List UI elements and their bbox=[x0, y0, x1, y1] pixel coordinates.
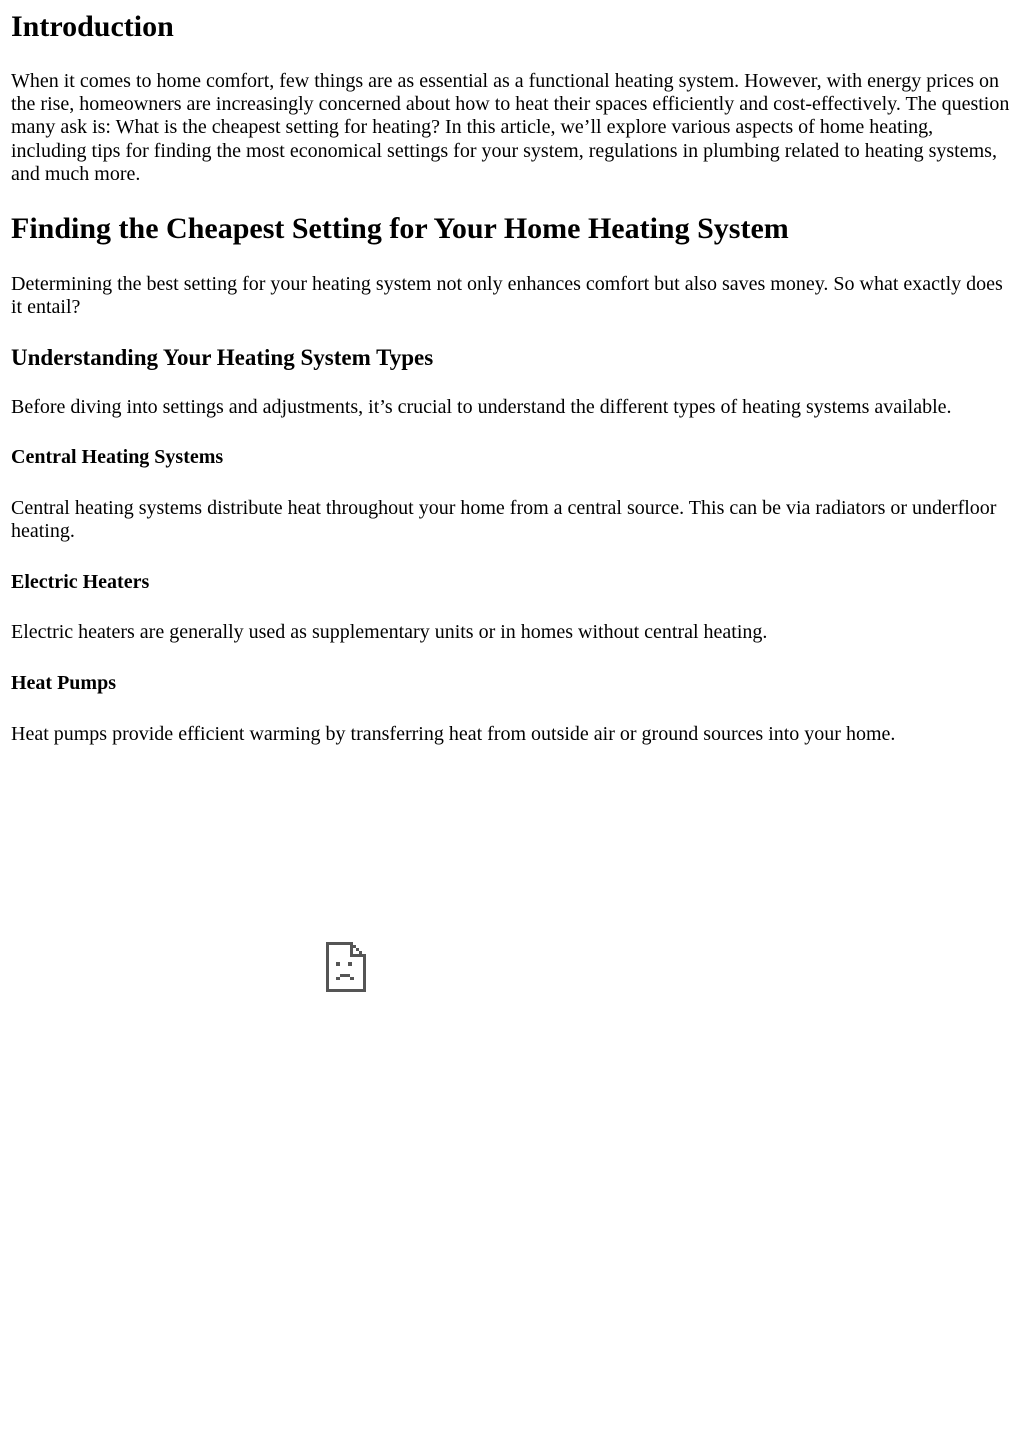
intro-heading: Introduction bbox=[11, 10, 174, 43]
central-heating-paragraph: Central heating systems distribute heat throughout your home from a central source. This can be via radiators or underfloor heating. bbox=[11, 497, 997, 543]
heat-pumps-paragraph: Heat pumps provide efficient warming by transferring heat from outside air or ground sources into your home. bbox=[11, 723, 896, 745]
section-heading: Finding the Cheapest Setting for Your Home Heating System bbox=[11, 212, 789, 245]
electric-heaters-heading: Electric Heaters bbox=[11, 571, 150, 593]
intro-paragraph: When it comes to home comfort, few things are as essential as a functional heating system. However, with energy prices on the rise, homeowners are increasingly concerned about how to heat their spaces efficiently and cost-effectively. The question many ask is: What is the cheapest setting for heating? In this article, we’ll explore various aspects of home heating, including tips for finding the most economical settings for your system, regulations in plumbing related to heating systems, and much more. bbox=[11, 70, 1010, 185]
central-heating-heading: Central Heating Systems bbox=[11, 446, 224, 468]
heat-pumps-heading: Heat Pumps bbox=[11, 672, 116, 694]
types-heading: Understanding Your Heating System Types bbox=[11, 345, 434, 370]
broken-image-icon bbox=[324, 940, 368, 994]
electric-heaters-paragraph: Electric heaters are generally used as supplementary units or in homes without central heating. bbox=[11, 621, 768, 643]
section-paragraph: Determining the best setting for your heating system not only enhances comfort but also saves money. So what exactly does it entail? bbox=[11, 273, 1003, 319]
types-paragraph: Before diving into settings and adjustments, it’s crucial to understand the different types of heating systems available. bbox=[11, 396, 952, 418]
